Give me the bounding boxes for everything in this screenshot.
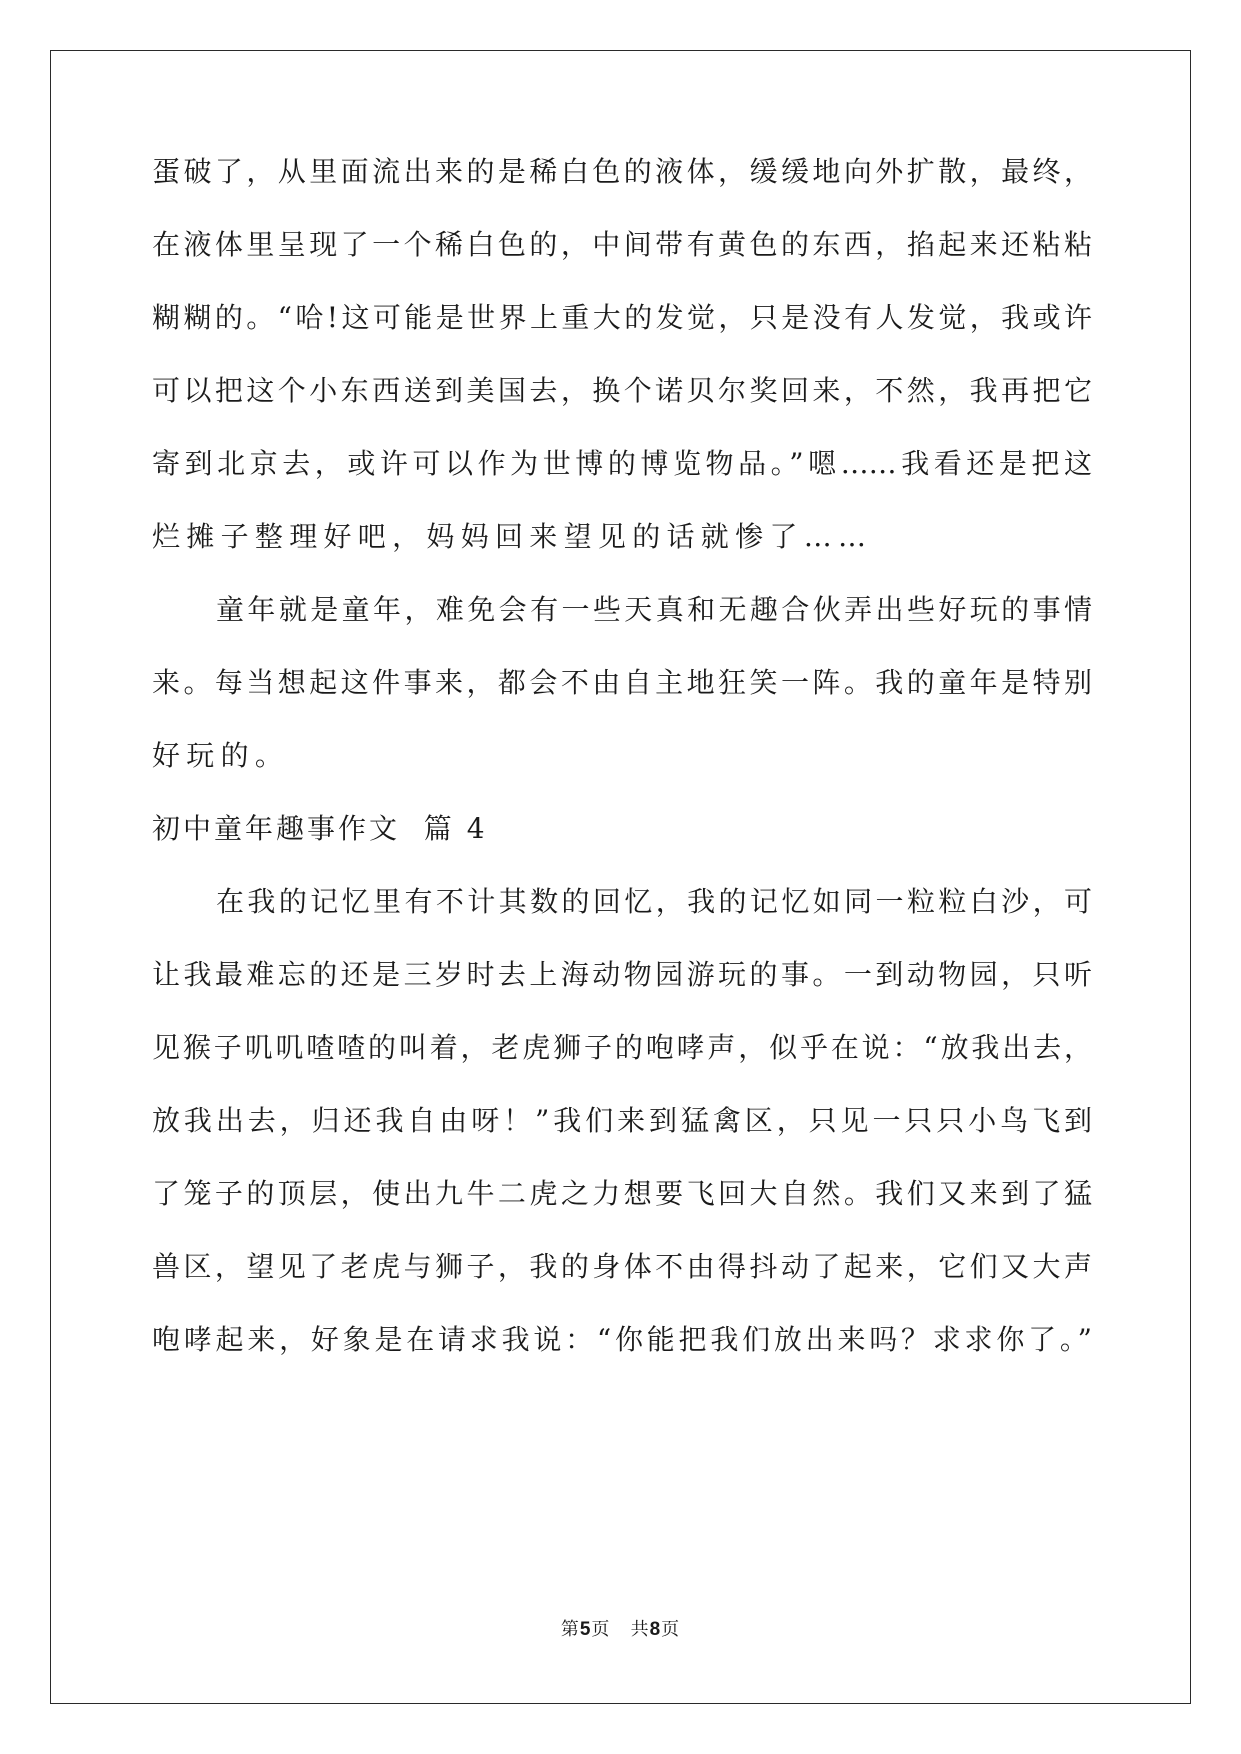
footer-prefix: 第 (560, 1619, 580, 1640)
page-footer (0, 1615, 1241, 1641)
text-line: 烂摊子整理好吧，妈妈回来望见的话就惨了…… (152, 520, 873, 553)
text-line: 蛋破了，从里面流出来的是稀白色的液体，缓缓地向外扩散，最终， (152, 155, 1092, 188)
footer-suffix: 页 (661, 1619, 681, 1640)
total-page-number: 8 (649, 1619, 662, 1640)
text-line: 放我出去，归还我自由呀！”我们来到猛禽区，只见一只只小鸟飞到 (152, 1104, 1092, 1137)
footer-mid: 页 共 (591, 1619, 650, 1640)
section-heading: 初中童年趣事作文 篇 4 (152, 812, 488, 845)
text-line: 在液体里呈现了一个稀白色的，中间带有黄色的东西，掐起来还粘粘 (152, 228, 1092, 261)
text-line: 童年就是童年，难免会有一些天真和无趣合伙弄出些好玩的事情 (216, 593, 1092, 626)
text-line: 见猴子叽叽喳喳的叫着，老虎狮子的咆哮声，似乎在说：“放我出去， (152, 1031, 1092, 1064)
text-line: 让我最难忘的还是三岁时去上海动物园游玩的事。一到动物园，只听 (152, 958, 1092, 991)
text-line: 咆哮起来，好象是在请求我说：“你能把我们放出来吗？求求你了。” (152, 1323, 1092, 1356)
text-line: 好玩的。 (152, 739, 290, 772)
text-line: 在我的记忆里有不计其数的回忆，我的记忆如同一粒粒白沙，可 (216, 885, 1092, 918)
text-line: 寄到北京去，或许可以作为世博的博览物品。”嗯……我看还是把这 (152, 447, 1092, 480)
text-line: 糊糊的。“哈!这可能是世界上重大的发觉，只是没有人发觉，我或许 (152, 301, 1092, 334)
text-line: 兽区，望见了老虎与狮子，我的身体不由得抖动了起来，它们又大声 (152, 1250, 1092, 1283)
text-line: 来。每当想起这件事来，都会不由自主地狂笑一阵。我的童年是特别 (152, 666, 1092, 699)
text-line: 了笼子的顶层，使出九牛二虎之力想要飞回大自然。我们又来到了猛 (152, 1177, 1092, 1210)
current-page-number: 5 (579, 1619, 592, 1640)
text-line: 可以把这个小东西送到美国去，换个诺贝尔奖回来，不然，我再把它 (152, 374, 1092, 407)
